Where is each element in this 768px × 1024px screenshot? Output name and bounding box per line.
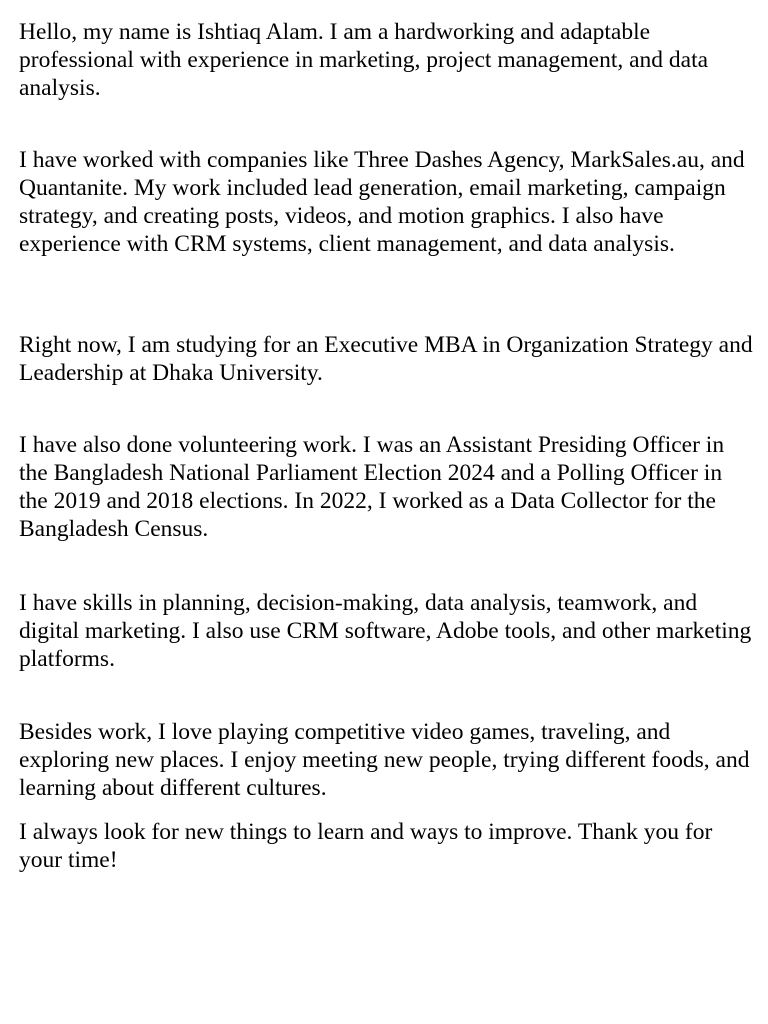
paragraph-volunteering: I have also done volunteering work. I was an Assistant Presiding Officer in the Bangladesh National Parliament Election 2024 and a Polling Officer in the 2019 and 2018 elections. In 2022, I worked as a Data Collector for the Bangladesh Census. <box>19 432 725 542</box>
paragraph-hobbies: Besides work, I love playing competitive video games, traveling, and exploring new places. I enjoy meeting new people, trying different foods, and learning about different cultures. <box>19 719 750 801</box>
paragraph-introduction: Hello, my name is Ishtiaq Alam. I am a hardworking and adaptable professional with experience in marketing, project management, and data analysis. <box>19 19 709 101</box>
paragraph-education: Right now, I am studying for an Executive MBA in Organization Strategy and Leadership at Dhaka University. <box>19 332 753 386</box>
paragraph-closing: I always look for new things to learn and ways to improve. Thank you for your time! <box>19 819 713 873</box>
paragraph-work-experience: I have worked with companies like Three Dashes Agency, MarkSales.au, and Quantanite. My work included lead generation, email marketing, campaign strategy, and creating posts, videos, and motion graphics. I also have experience with CRM systems, client management, and data analysis. <box>19 147 745 257</box>
paragraph-skills: I have skills in planning, decision-making, data analysis, teamwork, and digital marketing. I also use CRM software, Adobe tools, and other marketing platforms. <box>19 590 752 672</box>
